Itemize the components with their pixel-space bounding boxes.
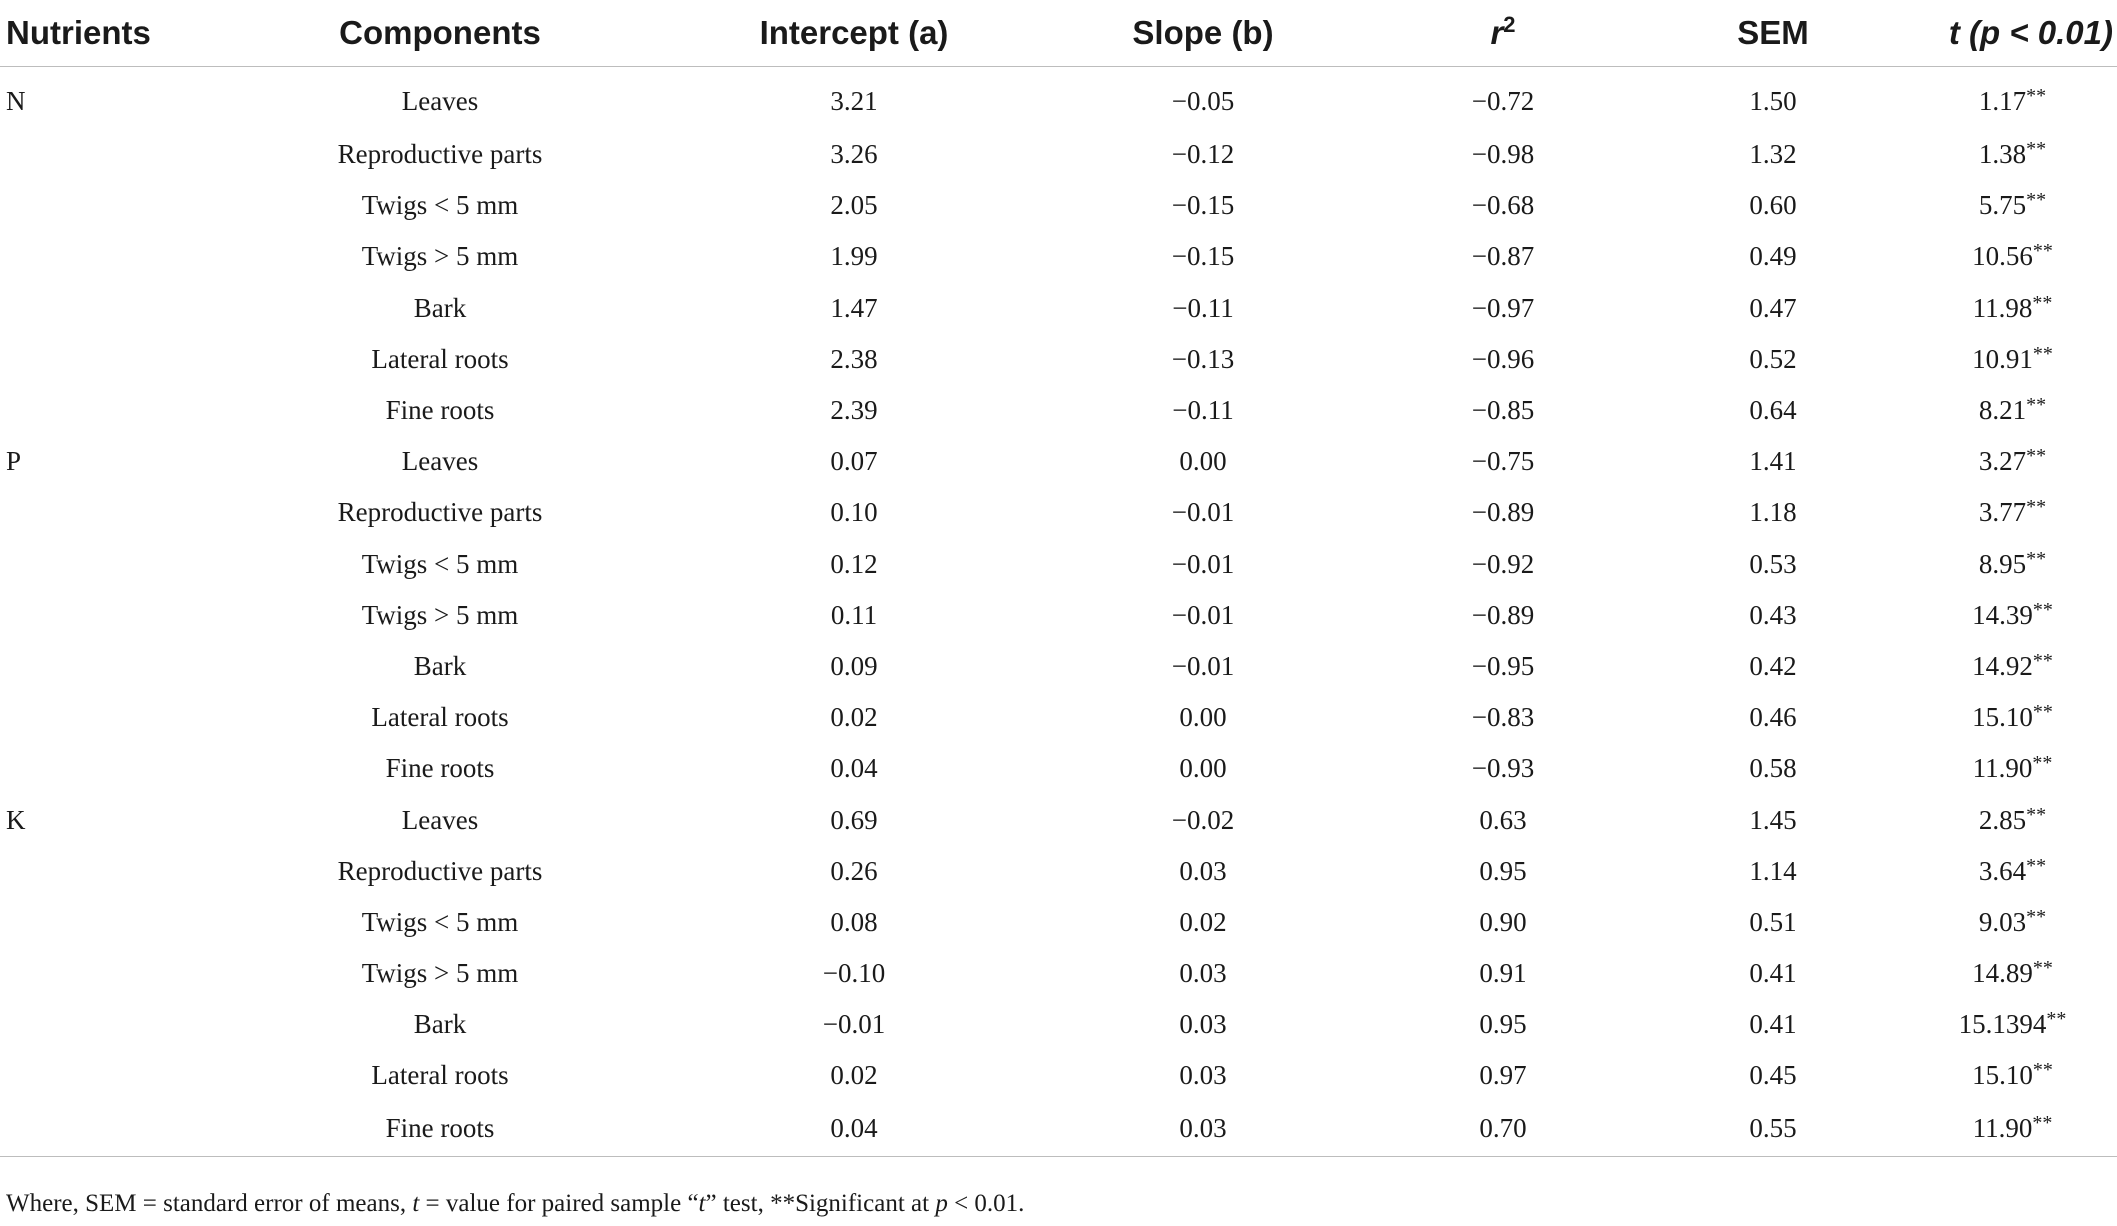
- cell-intercept: 0.04: [670, 1102, 1038, 1157]
- significance-mark: **: [2026, 445, 2047, 468]
- footnote-part1: Where, SEM = standard error of means,: [6, 1190, 413, 1217]
- cell-component: Reproductive parts: [337, 497, 543, 528]
- cell-component: Twigs < 5 mm: [361, 906, 519, 937]
- cell-component: Leaves: [401, 446, 479, 477]
- header-intercept: Intercept (a): [670, 0, 1038, 67]
- cell-slope: −0.05: [1171, 85, 1235, 116]
- cell-sem: 1.41: [1749, 446, 1797, 477]
- cell-t: [1908, 743, 2117, 794]
- cell-sem: 0.52: [1749, 343, 1797, 374]
- table-row: [0, 129, 2117, 180]
- t-value: 14.89: [1972, 958, 2033, 989]
- cell-sem: 0.46: [1749, 702, 1797, 733]
- table-row: [0, 67, 2117, 130]
- significance-mark: **: [2032, 649, 2053, 672]
- t-value: 14.39: [1972, 599, 2033, 630]
- t-value: 2.85: [1978, 804, 2027, 835]
- cell-component: Twigs > 5 mm: [361, 241, 519, 272]
- table-row: [0, 641, 2117, 692]
- cell-nutrient: [0, 385, 210, 436]
- cell-component: Fine roots: [385, 753, 495, 784]
- footnote-t-symbol-2: t: [698, 1190, 706, 1217]
- table-row: [0, 334, 2117, 385]
- significance-mark: **: [2032, 598, 2053, 621]
- table-row: [0, 1102, 2117, 1157]
- header-nutrients: Nutrients: [0, 0, 210, 67]
- cell-nutrient: [0, 590, 210, 641]
- cell-component: Leaves: [401, 85, 479, 116]
- cell-nutrient: [0, 487, 210, 538]
- cell-sem: 1.14: [1749, 855, 1797, 886]
- cell-slope: −0.01: [1171, 548, 1235, 579]
- table-body: [0, 67, 2117, 1157]
- t-value: 15.10: [1972, 702, 2033, 733]
- t-value: 5.75: [1978, 190, 2027, 221]
- cell-intercept: −0.10: [822, 958, 886, 989]
- cell-sem: 0.58: [1749, 753, 1797, 784]
- significance-mark: **: [2026, 189, 2047, 212]
- t-value: 3.27: [1978, 446, 2027, 477]
- table-row: [0, 1050, 2117, 1101]
- cell-sem: 0.42: [1749, 650, 1797, 681]
- cell-t: [1908, 385, 2117, 436]
- cell-nutrient: N: [6, 85, 26, 116]
- table-row: [0, 897, 2117, 948]
- cell-slope: −0.15: [1171, 241, 1235, 272]
- cell-r2: 0.97: [1479, 1060, 1527, 1091]
- cell-r2: −0.95: [1471, 650, 1535, 681]
- cell-nutrient: [0, 283, 210, 334]
- cell-r2: −0.92: [1471, 548, 1535, 579]
- cell-nutrient: [0, 948, 210, 999]
- cell-component: Reproductive parts: [337, 855, 543, 886]
- cell-intercept: 0.02: [830, 702, 878, 733]
- cell-r2: −0.93: [1471, 753, 1535, 784]
- cell-intercept: 0.07: [830, 446, 878, 477]
- cell-intercept: 1.99: [830, 241, 878, 272]
- cell-nutrient: [0, 1050, 210, 1101]
- cell-sem: 0.45: [1749, 1060, 1797, 1091]
- cell-sem: 1.18: [1749, 497, 1797, 528]
- cell-intercept: 2.39: [830, 395, 878, 426]
- cell-sem: 0.49: [1749, 241, 1797, 272]
- t-value: 10.91: [1972, 343, 2033, 374]
- cell-nutrient: [0, 1102, 210, 1157]
- cell-nutrient: [0, 539, 210, 590]
- cell-sem: 0.43: [1749, 599, 1797, 630]
- cell-nutrient: [0, 897, 210, 948]
- significance-mark: **: [2032, 1059, 2053, 1082]
- cell-nutrient: [0, 180, 210, 231]
- table-row: [0, 385, 2117, 436]
- table-row: [0, 692, 2117, 743]
- cell-component: Fine roots: [210, 1102, 670, 1157]
- significance-mark: **: [2026, 905, 2047, 928]
- footnote-part2: = value for paired sample “: [419, 1190, 699, 1217]
- cell-slope: −0.15: [1171, 190, 1235, 221]
- cell-r2: 0.70: [1368, 1102, 1638, 1157]
- cell-slope: −0.13: [1171, 343, 1235, 374]
- cell-t: [1908, 436, 2117, 487]
- t-value: 1.38: [1978, 139, 2027, 170]
- cell-t: [1908, 180, 2117, 231]
- cell-intercept: 0.26: [830, 855, 878, 886]
- cell-t: [1908, 334, 2117, 385]
- cell-intercept: 3.26: [830, 139, 878, 170]
- cell-sem: 0.64: [1749, 395, 1797, 426]
- cell-slope: 0.00: [1179, 702, 1227, 733]
- cell-component: Bark: [413, 1009, 467, 1040]
- cell-r2: −0.96: [1471, 343, 1535, 374]
- cell-r2: −0.97: [1471, 292, 1535, 323]
- table-row: [0, 436, 2117, 487]
- cell-t: [1908, 948, 2117, 999]
- cell-r2: 0.63: [1479, 804, 1527, 835]
- cell-nutrient: [0, 641, 210, 692]
- cell-slope: −0.02: [1171, 804, 1235, 835]
- cell-component: Bark: [413, 650, 467, 681]
- t-value: 11.90: [1972, 1113, 2033, 1144]
- cell-t: [1908, 897, 2117, 948]
- cell-component: Lateral roots: [371, 1060, 509, 1091]
- t-value: 15.1394: [1958, 1009, 2047, 1040]
- cell-intercept: 0.02: [830, 1060, 878, 1091]
- header-row: [0, 0, 2117, 67]
- cell-intercept: 0.09: [830, 650, 878, 681]
- cell-sem: 0.60: [1749, 190, 1797, 221]
- cell-nutrient: [0, 999, 210, 1050]
- significance-mark: **: [2032, 240, 2053, 263]
- cell-slope: 0.03: [1179, 1060, 1227, 1091]
- cell-slope: −0.01: [1171, 497, 1235, 528]
- cell-slope: 0.03: [1038, 1102, 1368, 1157]
- cell-sem: 0.47: [1749, 292, 1797, 323]
- cell-slope: −0.01: [1171, 650, 1235, 681]
- significance-mark: **: [2046, 1008, 2067, 1031]
- significance-mark: **: [2032, 291, 2053, 314]
- cell-slope: 0.02: [1179, 906, 1227, 937]
- cell-r2: −0.68: [1471, 190, 1535, 221]
- significance-mark: **: [2026, 496, 2047, 519]
- cell-t: [1908, 129, 2117, 180]
- cell-r2: −0.98: [1471, 139, 1535, 170]
- cell-sem: 1.45: [1749, 804, 1797, 835]
- table-row: [0, 590, 2117, 641]
- header-r2: [1368, 0, 1638, 67]
- significance-mark: **: [2032, 701, 2053, 724]
- t-value: 11.90: [1972, 753, 2033, 784]
- cell-slope: −0.12: [1171, 139, 1235, 170]
- cell-component: Lateral roots: [371, 343, 509, 374]
- cell-intercept: 0.08: [830, 906, 878, 937]
- table-row: [0, 794, 2117, 845]
- cell-slope: −0.11: [1172, 292, 1234, 323]
- cell-sem: 1.32: [1749, 139, 1797, 170]
- table-row: [0, 539, 2117, 590]
- header-t: t (p < 0.01): [1908, 0, 2117, 67]
- cell-sem: 0.51: [1749, 906, 1797, 937]
- cell-intercept: 0.04: [830, 753, 878, 784]
- cell-slope: −0.11: [1172, 395, 1234, 426]
- cell-t: [1908, 794, 2117, 845]
- cell-component: Twigs < 5 mm: [361, 548, 519, 579]
- t-value: 3.77: [1978, 497, 2027, 528]
- table-row: [0, 948, 2117, 999]
- cell-t: [1908, 1050, 2117, 1101]
- cell-component: Fine roots: [385, 395, 495, 426]
- table-row: [0, 283, 2117, 334]
- cell-intercept: 0.10: [830, 497, 878, 528]
- cell-nutrient: [0, 231, 210, 282]
- cell-t: [1908, 641, 2117, 692]
- significance-mark: **: [2026, 854, 2047, 877]
- significance-mark: **: [2026, 394, 2047, 417]
- cell-t: [1908, 590, 2117, 641]
- significance-mark: **: [2026, 803, 2047, 826]
- significance-mark: **: [2026, 84, 2047, 107]
- table-row: [0, 846, 2117, 897]
- header-r2-base: r: [1490, 14, 1504, 51]
- t-value: 11.98: [1972, 292, 2033, 323]
- cell-slope: 0.03: [1179, 1009, 1227, 1040]
- cell-nutrient: [0, 129, 210, 180]
- t-value: 14.92: [1972, 650, 2033, 681]
- cell-nutrient: P: [6, 446, 22, 477]
- cell-sem: 1.50: [1749, 85, 1797, 116]
- table-row: [0, 743, 2117, 794]
- cell-r2: −0.83: [1471, 702, 1535, 733]
- cell-t: [1908, 231, 2117, 282]
- cell-slope: 0.03: [1179, 958, 1227, 989]
- cell-r2: −0.72: [1471, 85, 1535, 116]
- cell-t: [1908, 67, 2117, 130]
- cell-sem: 0.53: [1749, 548, 1797, 579]
- header-r2-sup: 2: [1503, 12, 1516, 37]
- cell-t: [1908, 692, 2117, 743]
- cell-nutrient: K: [6, 804, 26, 835]
- cell-r2: −0.89: [1471, 497, 1535, 528]
- cell-t: [1908, 283, 2117, 334]
- cell-slope: 0.03: [1179, 855, 1227, 886]
- cell-nutrient: [0, 692, 210, 743]
- header-components: Components: [210, 0, 670, 67]
- cell-sem: 0.41: [1749, 1009, 1797, 1040]
- header-sem: SEM: [1638, 0, 1908, 67]
- cell-intercept: 1.47: [830, 292, 878, 323]
- t-value: 3.64: [1978, 855, 2027, 886]
- cell-intercept: 3.21: [830, 85, 878, 116]
- cell-t: [1908, 1102, 2117, 1157]
- cell-t: [1908, 999, 2117, 1050]
- cell-intercept: 2.05: [830, 190, 878, 221]
- significance-mark: **: [2032, 1112, 2053, 1135]
- cell-nutrient: [0, 743, 210, 794]
- significance-mark: **: [2032, 342, 2053, 365]
- footnote-part3: ” test, **Significant at: [705, 1190, 936, 1217]
- cell-intercept: 2.38: [830, 343, 878, 374]
- significance-mark: **: [2026, 138, 2047, 161]
- cell-r2: 0.90: [1479, 906, 1527, 937]
- cell-r2: 0.95: [1479, 855, 1527, 886]
- table-footnote: [6, 1190, 1024, 1218]
- table-row: [0, 999, 2117, 1050]
- cell-component: Twigs > 5 mm: [361, 958, 519, 989]
- footnote-part4: < 0.01.: [947, 1190, 1025, 1217]
- cell-intercept: 0.12: [830, 548, 878, 579]
- significance-mark: **: [2032, 752, 2053, 775]
- cell-r2: −0.75: [1471, 446, 1535, 477]
- cell-sem: 0.41: [1749, 958, 1797, 989]
- footnote-t-symbol: t: [412, 1190, 420, 1217]
- cell-component: Twigs > 5 mm: [361, 599, 519, 630]
- cell-r2: 0.95: [1479, 1009, 1527, 1040]
- cell-slope: 0.00: [1179, 446, 1227, 477]
- cell-component: Twigs < 5 mm: [361, 190, 519, 221]
- cell-r2: −0.89: [1471, 599, 1535, 630]
- cell-r2: 0.91: [1479, 958, 1527, 989]
- cell-slope: 0.00: [1179, 753, 1227, 784]
- cell-component: Leaves: [401, 804, 479, 835]
- t-value: 10.56: [1972, 241, 2033, 272]
- cell-t: [1908, 539, 2117, 590]
- significance-mark: **: [2026, 547, 2047, 570]
- cell-component: Lateral roots: [371, 702, 509, 733]
- cell-intercept: −0.01: [822, 1009, 886, 1040]
- cell-nutrient: [0, 334, 210, 385]
- cell-t: [1908, 846, 2117, 897]
- cell-intercept: 0.69: [830, 804, 878, 835]
- cell-component: Bark: [413, 292, 467, 323]
- t-value: 15.10: [1972, 1060, 2033, 1091]
- significance-mark: **: [2032, 957, 2053, 980]
- cell-sem: 0.55: [1638, 1102, 1908, 1157]
- cell-intercept: 0.11: [830, 599, 878, 630]
- table-row: [0, 487, 2117, 538]
- table-row: [0, 231, 2117, 282]
- cell-r2: −0.85: [1471, 395, 1535, 426]
- header-slope: Slope (b): [1038, 0, 1368, 67]
- cell-component: Reproductive parts: [337, 139, 543, 170]
- t-value: 1.17: [1978, 85, 2027, 116]
- cell-t: [1908, 487, 2117, 538]
- table-row: [0, 180, 2117, 231]
- t-value: 9.03: [1978, 906, 2027, 937]
- cell-r2: −0.87: [1471, 241, 1535, 272]
- t-value: 8.21: [1978, 395, 2027, 426]
- t-value: 8.95: [1978, 548, 2027, 579]
- cell-nutrient: [0, 846, 210, 897]
- cell-slope: −0.01: [1171, 599, 1235, 630]
- footnote-p-symbol: p: [935, 1190, 948, 1217]
